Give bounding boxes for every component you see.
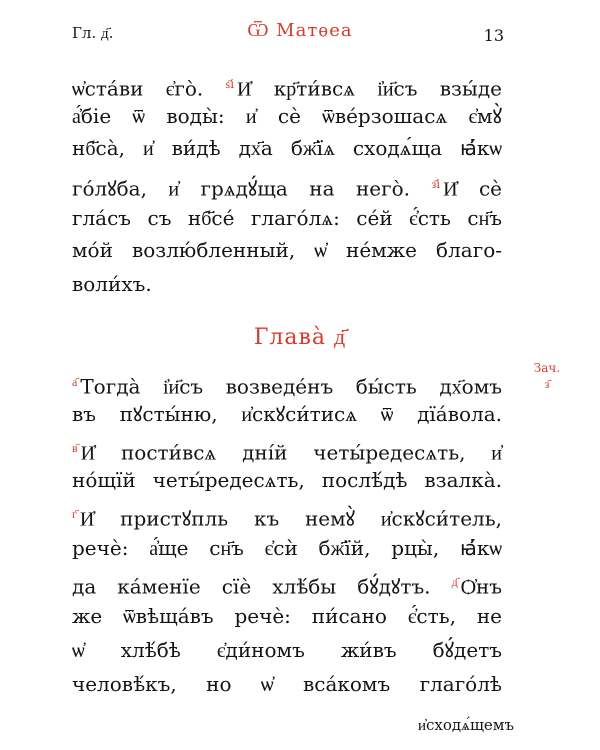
text-line: воли́хъ. <box>72 272 152 296</box>
text-line: нб҃сà, и҆ ви́дѣ дх҃а бж҃їѧ сходѧ́ща ꙗ҆́кѡ <box>72 136 502 160</box>
text-line: же ѿвѣща́въ речѐ: пи́сано є҆́сть, не <box>72 604 502 628</box>
reading-marker: Зач. з҃ <box>533 361 561 391</box>
text-line: ѡ҆ста́ви є҆го̀. $^{ѕ҃і}$ И҆ кр҃ти́всѧ і҆и҃съ взы́де <box>72 76 502 101</box>
text-line: ѡ҆ хлѣ́бѣ є҆ди́номъ жи́въ бꙋ́детъ <box>72 638 502 662</box>
text-line: $^{в҃}$ И҆ пости́всѧ дні́й четы́редесѧть, и҆ <box>72 440 502 465</box>
text-line: а҆́біе ѿ воды̀: и҆ сѐ ѿве́рзошасѧ є҆мꙋ̀ <box>72 104 502 128</box>
text-line: но́щїй четы́редесѧть, послѣ́дѣ взалка̀. <box>72 468 502 492</box>
text-line: мо́й возлю́бленный, ѡ҆ не́мже благо- <box>72 238 502 262</box>
text-line: въ пꙋсты́ню, и҆скꙋси́тисѧ ѿ дїа́вола. <box>72 402 502 426</box>
verse-number: г҃ <box>72 507 77 521</box>
verse-number: в҃ <box>72 441 78 455</box>
text-line: $^{г҃}$ И҆ пристꙋпль къ немꙋ̀ и҆скꙋси́тель, <box>72 506 502 531</box>
verse-number: а҃ <box>72 375 78 389</box>
text-line: $^{а҃}$ Тогда̀ і҆и҃съ возведе́нъ бы́сть дх҃омъ <box>72 374 502 399</box>
chapter-title: Глава̀ д҃ <box>253 325 347 350</box>
text-line: го́лꙋба, и҆ грѧдꙋ́ща на него̀. $^{з҃і}$ И҆ сѐ <box>72 176 502 201</box>
page-header <box>0 20 600 48</box>
verse-number: д҃ <box>451 575 458 589</box>
text-line: гла́съ съ нб҃се́ глаго́лѧ: се́й є҆́сть сн҃ъ <box>72 206 502 230</box>
verse-number: ѕ҃і <box>225 77 235 91</box>
text-line: человѣ́къ, но ѡ҆ вса́комъ глаго́лѣ <box>72 672 502 696</box>
text-line: речѐ: а҆́ще сн҃ъ є҆сѝ бж҃їй, рцы̀, ꙗ҆́кѡ <box>72 536 502 560</box>
running-title: Ѿ Матѳеа <box>247 20 353 41</box>
verse-number: з҃і <box>431 177 441 191</box>
chapter-indicator: Гл. д҃. <box>72 24 114 42</box>
page-number: 13 <box>483 26 504 45</box>
text-line: да ка́менїе сїѐ хлѣ́бы бꙋ́дꙋтъ. $^{д҃}$ Ѻ҆нъ <box>72 574 503 599</box>
catchword: и҆сходѧ́щемъ <box>417 716 514 734</box>
